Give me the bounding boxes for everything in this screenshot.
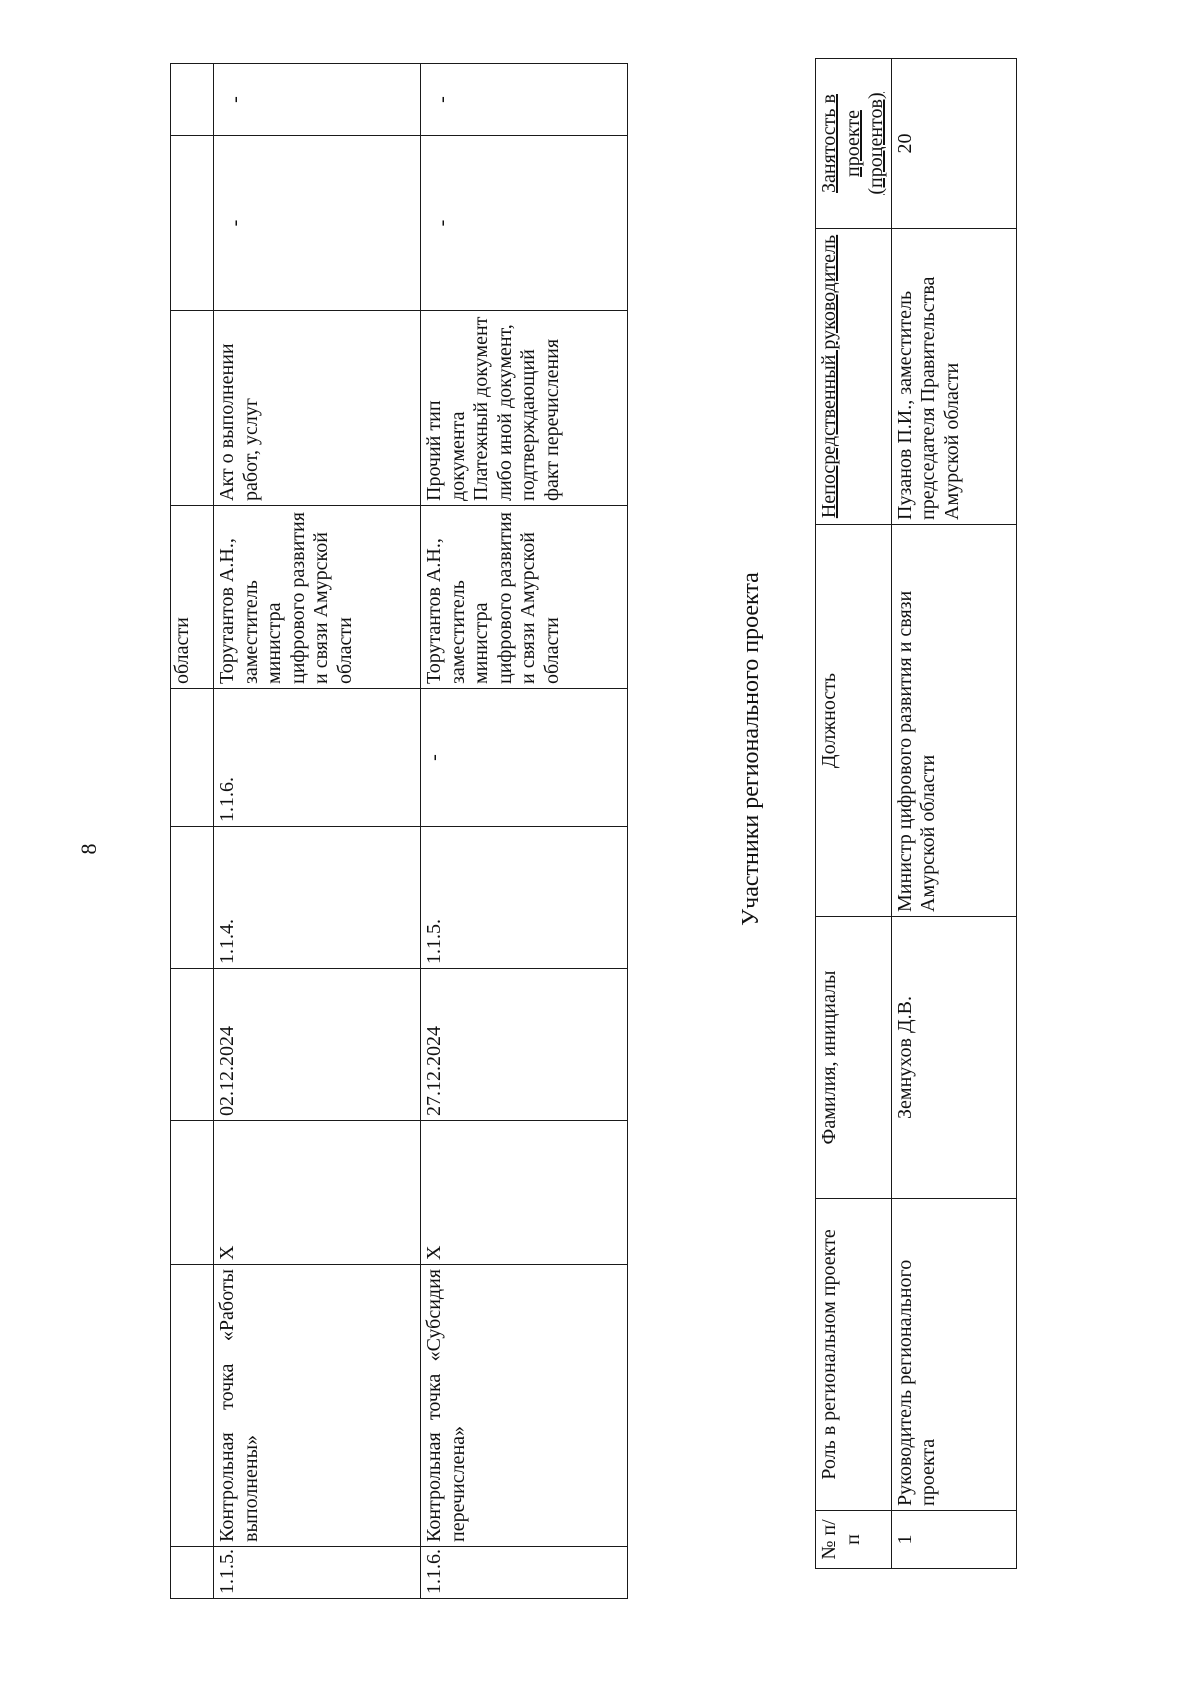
dash-text: - [431, 96, 453, 103]
milestone-title: Контрольная точка «Субсидия перечислена» [421, 1265, 628, 1547]
header-supervisor: Непосредственный руководитель [816, 229, 892, 525]
dash-text: - [224, 96, 246, 103]
milestone-successor: - [421, 689, 628, 827]
dash-text: - [224, 219, 246, 227]
table-row [214, 64, 421, 1599]
milestones-table [170, 63, 628, 1599]
dash-text: - [431, 219, 453, 227]
participant-role: Руководитель регионального проекта [891, 1199, 1016, 1511]
table-row [891, 59, 1016, 1569]
participant-position: Министр цифрового развития и связи Амурской области [891, 525, 1016, 917]
milestone-responsible: Торутантов А.Н., заместитель министра цифрового развития и связи Амурской области [214, 506, 421, 689]
milestone-successor: 1.1.6. [214, 689, 421, 827]
continuation-row [171, 64, 214, 1599]
milestone-col10 [421, 64, 628, 136]
header-name: Фамилия, инициалы [816, 917, 892, 1199]
participant-occupancy: 20 [891, 59, 1016, 229]
header-occupancy: Занятость в проекте (процентов) [816, 59, 892, 229]
participant-num: 1 [891, 1511, 1016, 1569]
milestone-col9 [421, 136, 628, 311]
milestone-title: Контрольная точка «Работы выполнены» [214, 1265, 421, 1547]
participant-supervisor: Пузанов П.И., заместитель председателя Правительства Амурской области [891, 229, 1016, 525]
milestone-date: 27.12.2024 [421, 969, 628, 1121]
participants-header-row [816, 59, 892, 1569]
milestone-col10 [214, 64, 421, 136]
milestone-predecessor: 1.1.5. [421, 827, 628, 969]
table-row [421, 64, 628, 1599]
header-role: Роль в региональном проекте [816, 1199, 892, 1511]
header-position: Должность [816, 525, 892, 917]
milestone-document: Акт о выполнении работ, услуг [214, 311, 421, 506]
milestone-document: Прочий тип документа Платежный документ либо иной документ, подтверждающий факт перечисления [421, 311, 628, 506]
header-num: № п/п [816, 1511, 892, 1569]
milestone-mark: X [421, 1121, 628, 1265]
continuation-cell: области [171, 506, 214, 689]
milestone-number: 1.1.6. [421, 1547, 628, 1599]
participants-table [815, 58, 1017, 1569]
milestone-date: 02.12.2024 [214, 969, 421, 1121]
milestone-responsible: Торутантов А.Н., заместитель министра цифрового развития и связи Амурской области [421, 506, 628, 689]
participant-name: Земнухов Д.В. [891, 917, 1016, 1199]
milestone-col9 [214, 136, 421, 311]
milestone-predecessor: 1.1.4. [214, 827, 421, 969]
page-number: 8 [76, 843, 101, 855]
milestone-mark: X [214, 1121, 421, 1265]
milestone-number: 1.1.5. [214, 1547, 421, 1599]
section-title: Участники регионального проекта [738, 572, 764, 926]
